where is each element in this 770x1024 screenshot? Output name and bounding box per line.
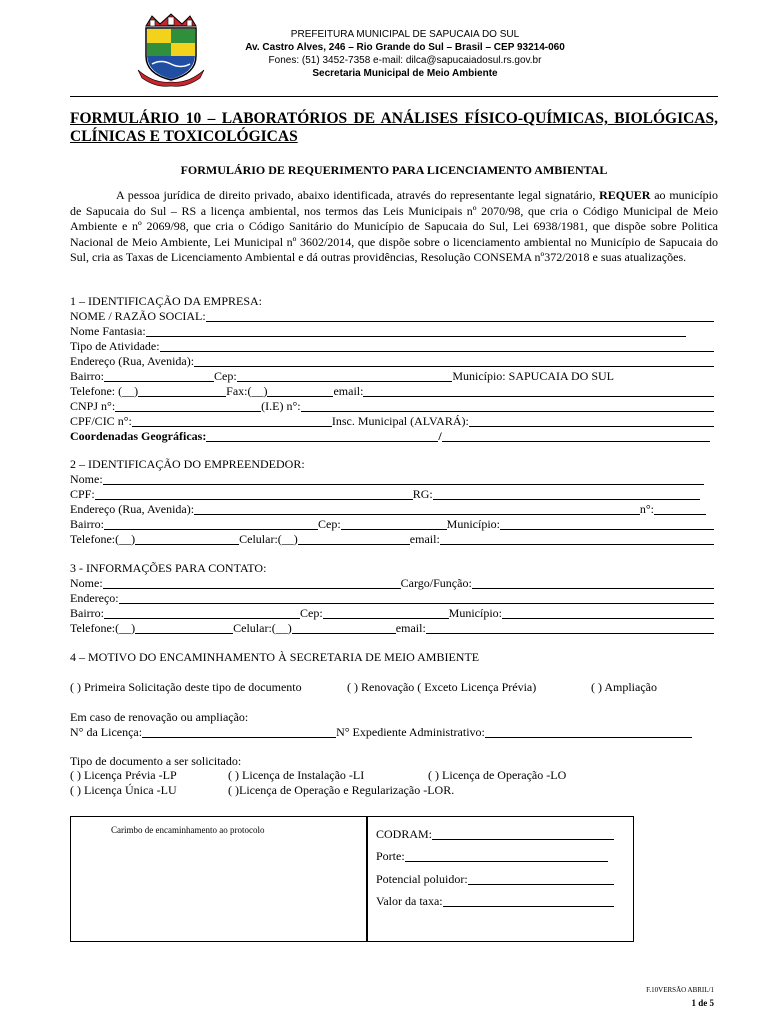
option-expansion[interactable]: ( ) Ampliação (591, 680, 657, 694)
option-lu[interactable]: ( ) Licença Única -LU (70, 783, 177, 797)
contact-phone-field[interactable] (135, 633, 233, 634)
trade-name-field[interactable] (146, 336, 686, 337)
license-number-label: N° da Licença: (70, 725, 143, 739)
company-phone-label: Telefone: (__) (70, 384, 139, 398)
coordinates-label: Coordenadas Geográficas: (70, 429, 207, 443)
contact-city-field[interactable] (502, 618, 714, 619)
company-district-field[interactable] (104, 381, 214, 382)
activity-type-label: Tipo de Atividade: (70, 339, 160, 353)
header-institution-name: PREFEITURA MUNICIPAL DE SAPUCAIA DO SUL (290, 29, 520, 40)
contact-role-field[interactable] (472, 588, 714, 589)
company-district-row (70, 369, 614, 384)
entrepreneur-district-row (70, 517, 714, 532)
header-department: Secretaria Municipal de Meio Ambiente (312, 68, 498, 79)
coordinates-row (70, 429, 710, 444)
header-address: Av. Castro Alves, 246 – Rio Grande do Sul – Brasil – CEP 93214-060 (245, 42, 565, 53)
company-name-label: NOME / RAZÃO SOCIAL: (70, 309, 206, 323)
intro-text-1: A pessoa jurídica de direito privado, abaixo identificada, através do representante legal signatário, (116, 188, 600, 202)
fee-value-label: Valor da taxa: (376, 894, 443, 908)
activity-type-row (70, 339, 714, 354)
entrepreneur-rg-label: RG: (412, 487, 433, 501)
contact-role-label: Cargo/Função: (400, 576, 472, 590)
coordinates-separator: / (438, 429, 442, 443)
contact-city-label: Município: (448, 606, 503, 620)
company-address-field[interactable] (194, 366, 714, 367)
municipal-registration-field[interactable] (469, 426, 714, 427)
document-type-subtitle: Tipo de documento a ser solicitado: (70, 754, 242, 768)
latitude-field[interactable] (206, 441, 438, 442)
section-1-title: 1 – IDENTIFICAÇÃO DA EMPRESA: (70, 294, 263, 308)
section-3-title: 3 - INFORMAÇÕES PARA CONTATO: (70, 561, 267, 575)
entrepreneur-phone-field[interactable] (135, 544, 239, 545)
pollution-potential-label: Potencial poluidor: (376, 872, 468, 886)
company-email-label: email: (333, 384, 364, 398)
company-district-label: Bairro: (70, 369, 104, 383)
company-cep-field[interactable] (237, 381, 453, 382)
ie-label: (I.E) n°: (261, 399, 301, 413)
company-fax-field[interactable] (267, 396, 333, 397)
renewal-subtitle: Em caso de renovação ou ampliação: (70, 710, 249, 724)
codram-label: CODRAM: (376, 827, 433, 841)
protocol-stamp-label: Carimbo de encaminhamento ao protocolo (111, 825, 265, 835)
entrepreneur-address-row (70, 502, 706, 517)
cnpj-field[interactable] (115, 411, 261, 412)
codram-field[interactable] (432, 839, 614, 840)
pollution-potential-row (376, 872, 614, 887)
section-2-title: 2 – IDENTIFICAÇÃO DO EMPREENDEDOR: (70, 457, 305, 471)
admin-file-label: N° Expediente Administrativo: (336, 725, 485, 739)
contact-district-row (70, 606, 714, 621)
option-lp[interactable]: ( ) Licença Prévia -LP (70, 768, 177, 782)
cpf-cic-label: CPF/CIC n°: (70, 414, 132, 428)
company-address-label: Endereço (Rua, Avenida): (70, 354, 195, 368)
contact-name-field[interactable] (103, 588, 401, 589)
entrepreneur-city-label: Município: (446, 517, 501, 531)
activity-type-field[interactable] (160, 351, 714, 352)
ie-field[interactable] (301, 411, 714, 412)
form-subtitle: FORMULÁRIO DE REQUERIMENTO PARA LICENCIAMENTO AMBIENTAL (180, 163, 608, 177)
contact-email-label: email: (395, 621, 426, 635)
codram-row (376, 827, 614, 842)
option-lo[interactable]: ( ) Licença de Operação -LO (428, 768, 567, 782)
intro-request-word: REQUER (599, 188, 651, 202)
contact-mobile-field[interactable] (292, 633, 396, 634)
trade-name-label: Nome Fantasia: (70, 324, 146, 338)
entrepreneur-phone-label: Telefone:(__) (70, 532, 136, 546)
entrepreneur-email-field[interactable] (440, 544, 714, 545)
admin-file-field[interactable] (485, 737, 692, 738)
page-number: 1 de 5 (691, 998, 714, 1008)
institution-header (210, 28, 600, 80)
contact-phone-label: Telefone:(__) (70, 621, 136, 635)
option-first-request[interactable]: ( ) Primeira Solicitação deste tipo de documento (70, 680, 302, 694)
intro-paragraph (70, 188, 718, 266)
header-divider (70, 96, 718, 97)
company-cep-label: Cep: (214, 369, 237, 383)
entrepreneur-city-field[interactable] (500, 529, 714, 530)
entrepreneur-rg-field[interactable] (433, 499, 700, 500)
option-lor[interactable]: ( )Licença de Operação e Regularização -LOR. (228, 783, 455, 797)
contact-mobile-label: Celular:(__) (233, 621, 292, 635)
contact-cep-field[interactable] (323, 618, 449, 619)
company-fax-label: Fax:(__) (226, 384, 268, 398)
municipal-registration-label: Insc. Municipal (ALVARÁ): (331, 414, 469, 428)
entrepreneur-cpf-label: CPF: (70, 487, 95, 501)
entrepreneur-doc-row (70, 487, 700, 502)
header-contact: Fones: (51) 3452-7358 e-mail: dilca@sapucaiadosul.rs.gov.br (268, 55, 542, 66)
entrepreneur-name-row (70, 472, 704, 487)
company-cpf-row (70, 414, 714, 429)
entrepreneur-cep-label: Cep: (318, 517, 341, 531)
contact-district-label: Bairro: (70, 606, 104, 620)
entrepreneur-mobile-field[interactable] (298, 544, 410, 545)
option-li[interactable]: ( ) Licença de Instalação -LI (228, 768, 365, 782)
size-label: Porte: (376, 849, 405, 863)
section-4-title: 4 – MOTIVO DO ENCAMINHAMENTO À SECRETARIA DE MEIO AMBIENTE (70, 650, 480, 664)
contact-email-field[interactable] (426, 633, 714, 634)
form-version: F.10VERSÃO ABRIL/1 (646, 986, 714, 994)
company-city-label: Município: SAPUCAIA DO SUL (452, 369, 614, 383)
entrepreneur-phone-row (70, 532, 714, 547)
contact-phone-row (70, 621, 714, 636)
option-renewal[interactable]: ( ) Renovação ( Exceto Licença Prévia) (347, 680, 537, 694)
pollution-potential-field[interactable] (468, 884, 614, 885)
company-phone-row (70, 384, 714, 399)
entrepreneur-mobile-label: Celular:(__) (239, 532, 298, 546)
fee-value-row (376, 894, 614, 909)
license-number-row (70, 725, 692, 740)
entrepreneur-number-field[interactable] (654, 514, 706, 515)
company-name-row (70, 309, 714, 324)
office-use-box (367, 816, 634, 942)
intro-text-2: ao município de Sapucaia do Sul – RS a licença ambiental, nos termos das Leis Municipais nº 2070/98, que cria o Código Municipal de Meio Ambiente e nº 2069/98, que cria o Código Sanitário do Município de Sapucaia do Sul, Lei 6938/1981, que dispõe sobre Politica Nacional de Meio Ambiente, Lei Municipal nº 3602/2014, que dispõe sobre o licenciamento ambiental no Município de Sapucaia do Sul, cria as Taxas de Licenciamento Ambiental e dá outras providências, Resolução CONSEMA nº372/2018 e suas atualizações. (70, 188, 718, 264)
contact-address-row (70, 591, 714, 606)
contact-address-label: Endereço: (70, 591, 119, 605)
municipal-crest-logo (134, 12, 208, 88)
protocol-stamp-box (70, 816, 367, 942)
entrepreneur-address-label: Endereço (Rua, Avenida): (70, 502, 195, 516)
form-title: FORMULÁRIO 10 – LABORATÓRIOS DE ANÁLISES FÍSICO-QUÍMICAS, BIOLÓGICAS, CLÍNICAS E TOXICOLÓGICAS (70, 110, 718, 145)
contact-address-field[interactable] (119, 603, 714, 604)
contact-cep-label: Cep: (300, 606, 323, 620)
contact-name-row (70, 576, 714, 591)
contact-name-label: Nome: (70, 576, 103, 590)
company-cnpj-row (70, 399, 714, 414)
longitude-field[interactable] (442, 441, 710, 442)
entrepreneur-district-field[interactable] (104, 529, 318, 530)
entrepreneur-email-label: email: (409, 532, 440, 546)
company-email-field[interactable] (363, 396, 714, 397)
fee-value-field[interactable] (443, 906, 614, 907)
entrepreneur-name-label: Nome: (70, 472, 103, 486)
entrepreneur-cpf-field[interactable] (95, 499, 413, 500)
cnpj-label: CNPJ n°: (70, 399, 116, 413)
company-name-field[interactable] (206, 321, 714, 322)
size-row (376, 849, 608, 864)
trade-name-row (70, 324, 686, 339)
entrepreneur-number-label: n°: (639, 502, 654, 516)
company-phone-field[interactable] (138, 396, 226, 397)
entrepreneur-address-field[interactable] (194, 514, 640, 515)
company-address-row (70, 354, 714, 369)
size-field[interactable] (405, 861, 608, 862)
cpf-cic-field[interactable] (132, 426, 332, 427)
entrepreneur-district-label: Bairro: (70, 517, 104, 531)
entrepreneur-name-field[interactable] (103, 484, 704, 485)
contact-district-field[interactable] (104, 618, 300, 619)
license-number-field[interactable] (142, 737, 336, 738)
entrepreneur-cep-field[interactable] (341, 529, 447, 530)
